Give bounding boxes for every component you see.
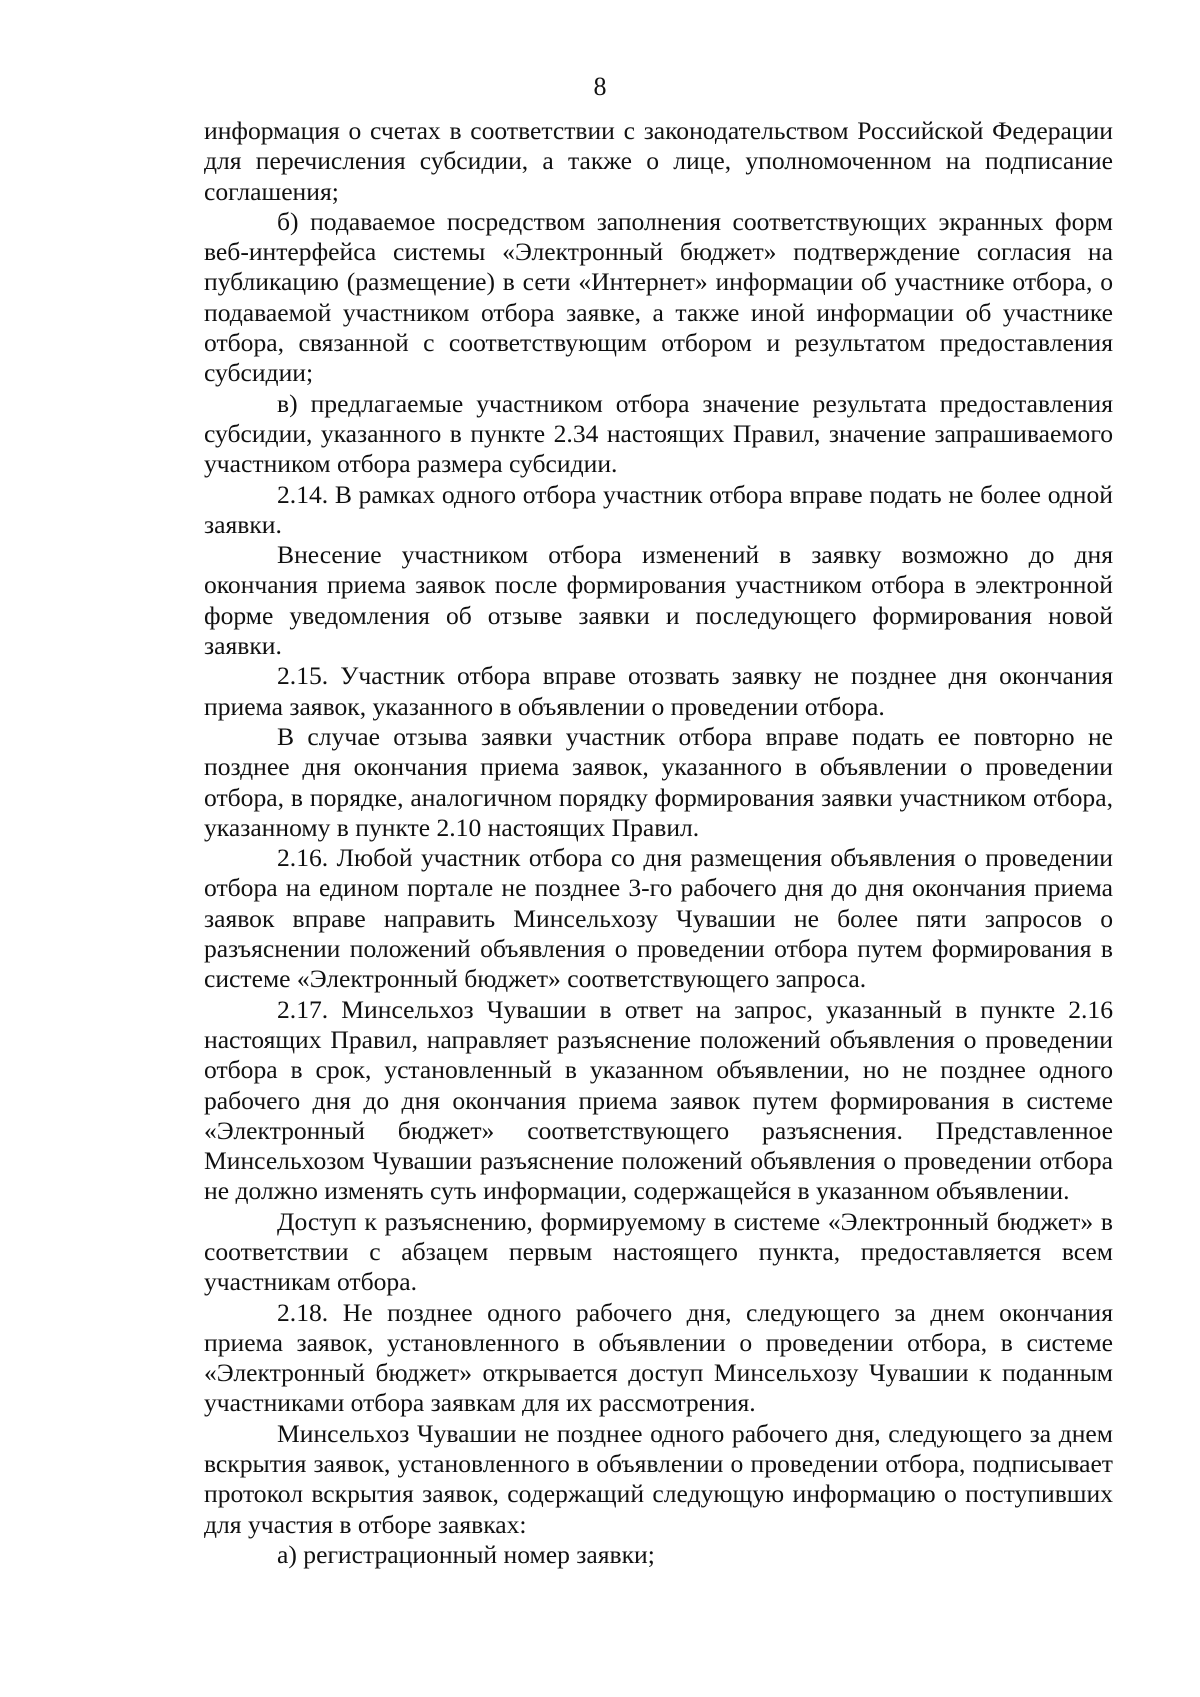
paragraph-2-18: 2.18. Не позднее одного рабочего дня, следующего за днем окончания приема заявок, установленного в объявлении о проведении отбора, в системе «Электронный бюджет» открывается доступ Минсельхозу Чувашии к поданным участниками отбора заявкам для их рассмотрения. bbox=[204, 1297, 1113, 1418]
paragraph-2-15: 2.15. Участник отбора вправе отозвать заявку не позднее дня окончания приема заявок, указанного в объявлении о проведении отбора. bbox=[204, 661, 1113, 721]
paragraph-continuation: информация о счетах в соответствии с законодательством Российской Федерации для перечисления субсидии, а также о лице, уполномоченном на подписание соглашения; bbox=[204, 116, 1113, 206]
page-number: 8 bbox=[593, 72, 607, 101]
paragraph-2-15-resubmit: В случае отзыва заявки участник отбора вправе подать ее повторно не позднее дня окончания приема заявок, указанного в объявлении о проведении отбора, в порядке, аналогичном порядку формирования заявки участником отбора, указанному в пункте 2.10 настоящих Правил. bbox=[204, 721, 1113, 842]
paragraph-2-14-changes: Внесение участником отбора изменений в заявку возможно до дня окончания приема заявок после формирования участником отбора в электронной форме уведомления об отзыве заявки и последующего формирования новой заявки. bbox=[204, 540, 1113, 661]
paragraph-2-14: 2.14. В рамках одного отбора участник отбора вправе подать не более одной заявки. bbox=[204, 479, 1113, 539]
paragraph-2-18-protocol: Минсельхоз Чувашии не позднее одного рабочего дня, следующего за днем вскрытия заявок, установленного в объявлении о проведении отбора, подписывает протокол вскрытия заявок, содержащий следующую информацию о поступивших для участия в отборе заявках: bbox=[204, 1418, 1113, 1539]
paragraph-item-a: а) регистрационный номер заявки; bbox=[277, 1539, 655, 1569]
paragraph-item-v: в) предлагаемые участником отбора значение результата предоставления субсидии, указанного в пункте 2.34 настоящих Правил, значение запрашиваемого участником отбора размера субсидии. bbox=[204, 388, 1113, 479]
paragraph-2-17: 2.17. Минсельхоз Чувашии в ответ на запрос, указанный в пункте 2.16 настоящих Правил, направляет разъяснение положений объявления о проведении отбора в срок, установленный в указанном объявлении, но не позднее одного рабочего дня до дня окончания приема заявок путем формирования в системе «Электронный бюджет» соответствующего разъяснения. Представленное Минсельхозом Чувашии разъяснение положений объявления о проведении отбора не должно изменять суть информации, содержащейся в указанном объявлении. bbox=[204, 994, 1113, 1206]
paragraph-item-b: б) подаваемое посредством заполнения соответствующих экранных форм веб-интерфейса системы «Электронный бюджет» подтверждение согласия на публикацию (размещение) в сети «Интернет» информации об участнике отбора, о подаваемой участником отбора заявке, а также иной информации об участнике отбора, связанной с соответствующим отбором и результатом предоставления субсидии; bbox=[204, 206, 1113, 388]
document-body bbox=[204, 116, 1113, 1570]
paragraph-2-17-access: Доступ к разъяснению, формируемому в системе «Электронный бюджет» в соответствии с абзацем первым настоящего пункта, предоставляется всем участникам отбора. bbox=[204, 1206, 1113, 1297]
paragraph-2-16: 2.16. Любой участник отбора со дня размещения объявления о проведении отбора на едином портале не позднее 3-го рабочего дня до дня окончания приема заявок вправе направить Минсельхозу Чувашии не более пяти запросов о разъяснении положений объявления о проведении отбора путем формирования в системе «Электронный бюджет» соответствующего запроса. bbox=[204, 843, 1113, 994]
